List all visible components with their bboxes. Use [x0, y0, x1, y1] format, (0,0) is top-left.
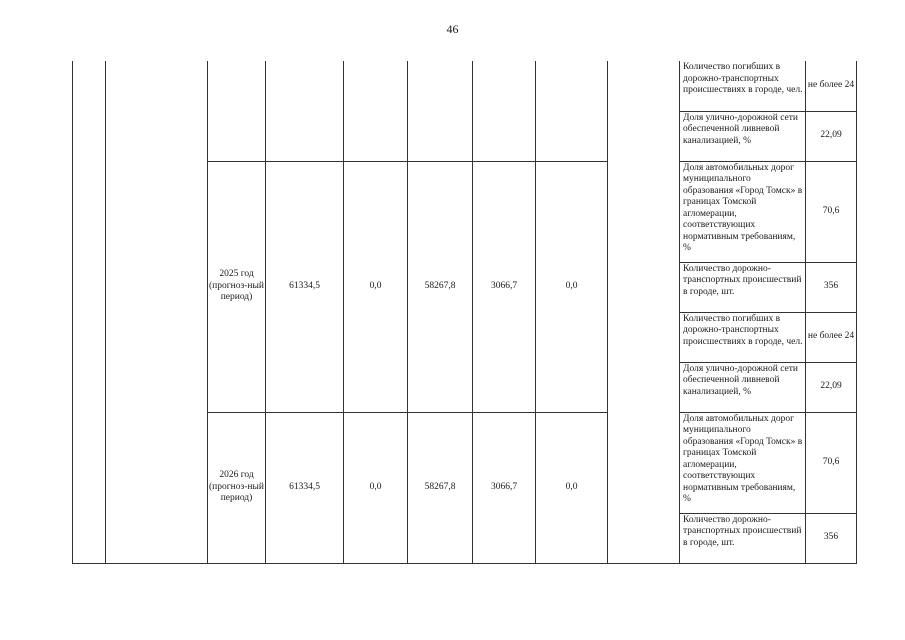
prev-federal-cell: [344, 61, 408, 161]
indicator-name: Количество погибших в дорожно-транспортных происшествиях в городе, чел.: [680, 61, 806, 111]
total-value: 61334,5: [266, 412, 344, 563]
indicator-value: 356: [806, 262, 857, 312]
number-cell: [73, 61, 106, 563]
local-budget-value: 3066,7: [473, 412, 536, 563]
indicator-name: Доля улично-дорожной сети обеспеченной ливневой канализацией, %: [680, 111, 806, 161]
prev-period-cell: [208, 61, 266, 161]
indicator-value: не более 24: [806, 312, 857, 362]
indicator-name: Количество дорожно-транспортных происшествий в городе, шт.: [680, 513, 806, 563]
federal-budget-value: 0,0: [344, 161, 408, 412]
other-sources-value: 0,0: [536, 412, 608, 563]
indicator-name: Количество погибших в дорожно-транспортных происшествиях в городе, чел.: [680, 312, 806, 362]
local-budget-value: 3066,7: [473, 161, 536, 412]
page-number: 46: [446, 22, 459, 36]
prev-other-cell: [536, 61, 608, 161]
indicator-name: Доля улично-дорожной сети обеспеченной ливневой канализацией, %: [680, 362, 806, 412]
executor-cell: [608, 61, 680, 563]
indicator-value: 356: [806, 513, 857, 563]
indicator-name: Количество дорожно-транспортных происшествий в городе, шт.: [680, 262, 806, 312]
program-name-cell: [106, 61, 208, 563]
federal-budget-value: 0,0: [344, 412, 408, 563]
prev-regional-cell: [408, 61, 473, 161]
prev-local-cell: [473, 61, 536, 161]
indicator-value: 22,09: [806, 111, 857, 161]
indicator-value: 70,6: [806, 412, 857, 513]
indicator-value: 22,09: [806, 362, 857, 412]
indicator-name: Доля автомобильных дорог муниципального образования «Город Томск» в границах Томской агломерации, соответствующих нормативным требованиям, %: [680, 412, 806, 513]
prev-total-cell: [266, 61, 344, 161]
indicator-name: Доля автомобильных дорог муниципального образования «Город Томск» в границах Томской агломерации, соответствующих нормативным требованиям, %: [680, 161, 806, 262]
regional-budget-value: 58267,8: [408, 412, 473, 563]
indicator-value: 70,6: [806, 161, 857, 262]
other-sources-value: 0,0: [536, 161, 608, 412]
period-label: 2025 год (прогноз-ный период): [208, 161, 266, 412]
indicator-value: не более 24: [806, 61, 857, 111]
regional-budget-value: 58267,8: [408, 161, 473, 412]
budget-indicators-table: [72, 61, 857, 564]
period-label: 2026 год (прогноз-ный период): [208, 412, 266, 563]
total-value: 61334,5: [266, 161, 344, 412]
